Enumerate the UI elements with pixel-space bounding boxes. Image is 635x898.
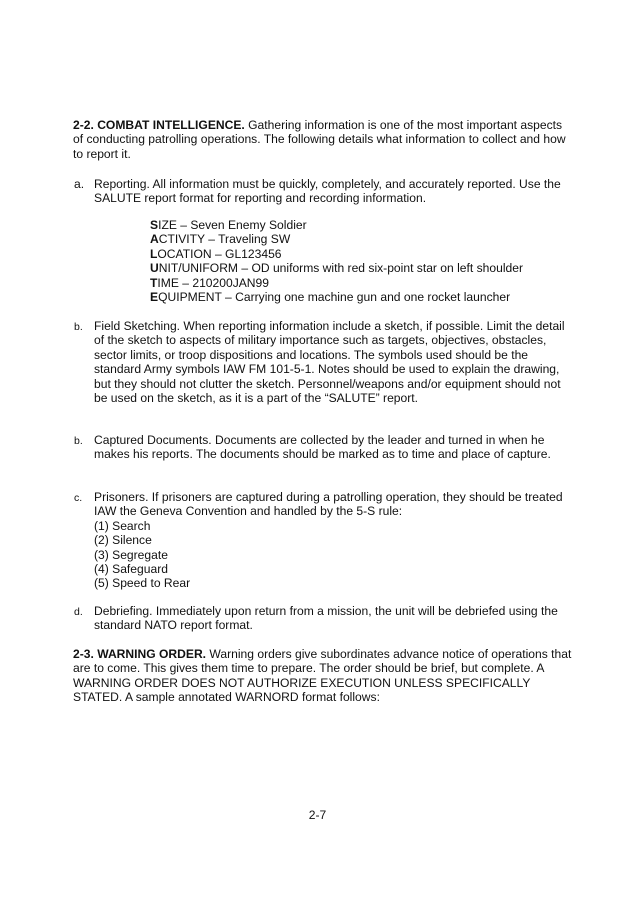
section-2-2-heading: 2-2. COMBAT INTELLIGENCE. xyxy=(73,118,245,132)
rule-item: (3) Segregate xyxy=(94,547,168,562)
section-2-3-heading: 2-3. WARNING ORDER. xyxy=(73,647,207,661)
section-2-2-paragraph xyxy=(73,118,573,161)
section-2-3-intro: Warning orders give subordinates advance notice of operations that are to come. This gives them time to prepare. The order should be brief, but complete. A WARNING ORDER DOES NOT AUTHORIZE EXECUTION UNLESS SPECIFICALLY STATED. A sample annotated WARNORD format follows: xyxy=(73,647,572,705)
rule-item: (5) Speed to Rear xyxy=(94,576,191,591)
item-d-text: Debriefing. Immediately upon return from a mission, the unit will be debriefed using the standard NATO report format. xyxy=(94,604,558,633)
item-b1-text: Field Sketching. When reporting information include a sketch, if possible. Limit the detail of the sketch to aspects of military importance such as targets, objectives, obstacles, sector limits, or troop dispositions and locations. The symbols used should be the standard Army symbols IAW FM 101-5-1. Notes should be used to explain the drawing, but they should not clutter the sketch. Personnel/weapons and/or equipment should not be used on the sketch, as it is a part of the “SALUTE” report. xyxy=(94,319,565,406)
salute-list xyxy=(150,218,590,304)
item-b1-label: b. xyxy=(74,321,83,333)
section-2-2-intro: Gathering information is one of the most important aspects of conducting patrolling operations. The following details what information to collect and how to report it. xyxy=(73,118,566,161)
item-b2-text: Captured Documents. Documents are collected by the leader and turned in when he makes his reports. The documents should be marked as to time and place of capture. xyxy=(94,433,551,462)
salute-line-size: SIZE – Seven Enemy Soldier xyxy=(150,218,307,232)
item-c-intro: Prisoners. If prisoners are captured during a patrolling operation, they should be treated IAW the Geneva Convention and handled by the 5-S rule: xyxy=(94,490,563,519)
item-b2-label: b. xyxy=(74,435,83,447)
salute-line-time: TIME – 210200JAN99 xyxy=(150,275,269,290)
page-number: 2-7 xyxy=(308,808,327,822)
item-a-label: a. xyxy=(74,177,85,191)
item-c-label: c. xyxy=(74,492,83,504)
rule-item: (4) Safeguard xyxy=(94,562,168,577)
salute-line-equipment: EQUIPMENT – Carrying one machine gun and one rocket launcher xyxy=(150,290,511,305)
salute-line-unit: UNIT/UNIFORM – OD uniforms with red six-point star on left shoulder xyxy=(150,261,523,276)
rule-item: (1) Search xyxy=(94,518,151,533)
item-a-text: Reporting. All information must be quickly, completely, and accurately reported. Use the SALUTE report format for reporting and recording information. xyxy=(94,177,561,206)
item-d-label: d. xyxy=(74,606,83,618)
rule-item: (2) Silence xyxy=(94,533,152,548)
salute-line-activity: ACTIVITY – Traveling SW xyxy=(150,232,291,247)
salute-line-location: LOCATION – GL123456 xyxy=(150,246,282,261)
item-c-text xyxy=(94,490,574,591)
section-2-3-paragraph xyxy=(73,647,573,705)
